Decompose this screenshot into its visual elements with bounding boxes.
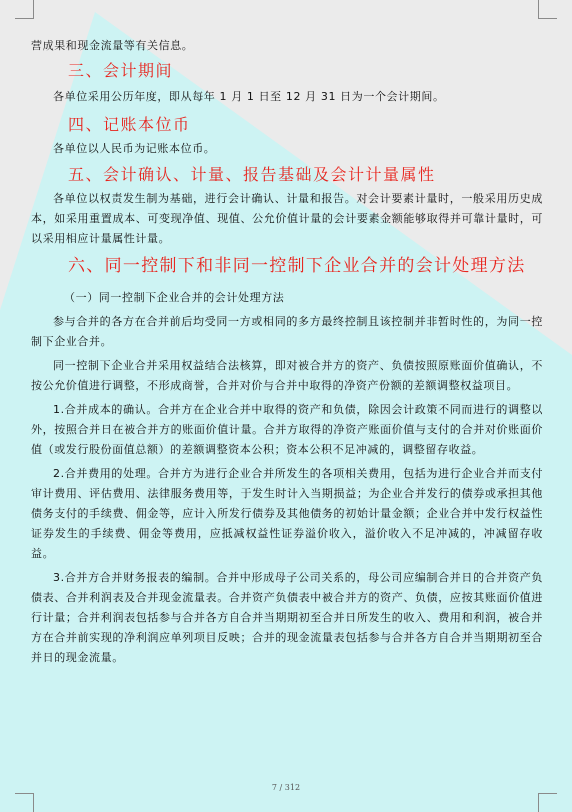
page-number: 7 / 312 xyxy=(271,783,301,792)
heading-accounting-period: 三、会计期间 xyxy=(68,61,174,80)
heading-bookkeeping-currency: 四、记账本位币 xyxy=(68,115,191,134)
heading-business-combination: 六、同一控制下和非同一控制下企业合并的会计处理方法 xyxy=(68,256,526,276)
crop-mark-top-right xyxy=(538,0,557,19)
crop-mark-top-left xyxy=(15,0,34,19)
paragraph-continuation: 营成果和现金流量等有关信息。 xyxy=(31,39,194,52)
crop-mark-bottom-left xyxy=(15,793,34,812)
paragraph-measurement-basis: 各单位以权责发生制为基础，进行会计确认、计量和报告。对会计要素计量时，一般采用历史成本，如采用重置成本、可变现净值、现值、公允价值计量的会计要素金额能够取得并可靠计量时，可以采用相应计量属性计量。 xyxy=(31,192,543,245)
paragraph-merger-cost: 1.合并成本的确认。合并方在企业合并中取得的资产和负债，除因会计政策不同而进行的调整以外，按照合并日在被合并方的账面价值计量。合并方取得的净资产账面价值与支付的合并对价账面价值（或发行股份面值总额）的差额调整资本公积；资本公积不足冲减的，调整留存收益。 xyxy=(31,403,543,456)
crop-mark-bottom-right xyxy=(538,793,557,812)
subheading-common-control: （一）同一控制下企业合并的会计处理方法 xyxy=(64,291,285,304)
paragraph-consolidated-statements: 3.合并方合并财务报表的编制。合并中形成母子公司关系的，母公司应编制合并日的合并资产负债表、合并利润表及合并现金流量表。合并资产负债表中被合并方的资产、负债，应按其账面价值进行计量；合并利润表包括参与合并各方自合并当期期初至合并日所发生的收入、费用和利润，被合并方在合并前实现的净利润应单列项目反映；合并的现金流量表包括参与合并各方自合并当期期初至合并日的现金流量。 xyxy=(31,571,543,664)
paragraph-common-control-definition: 参与合并的各方在合并前后均受同一方或相同的多方最终控制且该控制并非暂时性的，为同一控制下企业合并。 xyxy=(31,315,543,348)
paragraph-merger-expense: 2.合并费用的处理。合并方为进行企业合并所发生的各项相关费用，包括为进行企业合并而支付审计费用、评估费用、法律服务费用等，于发生时计入当期损益；为企业合并发行的债券或承担其他债务支付的手续费、佣金等，应计入所发行债券及其他债务的初始计量金额；企业合并中发行权益性证券发生的手续费、佣金等费用，应抵减权益性证券溢价收入，溢价收入不足冲减的，冲减留存收益。 xyxy=(31,467,543,560)
paragraph-accounting-period: 各单位采用公历年度，即从每年 1 月 1 日至 12 月 31 日为一个会计期间。 xyxy=(53,90,445,103)
paragraph-pooling-method: 同一控制下企业合并采用权益结合法核算，即对被合并方的资产、负债按照原账面价值确认，不按公允价值进行调整，不形成商誉，合并对价与合并中取得的净资产份额的差额调整权益项目。 xyxy=(31,359,543,392)
paragraph-bookkeeping-currency: 各单位以人民币为记账本位币。 xyxy=(53,142,216,155)
heading-measurement-basis: 五、会计确认、计量、报告基础及会计计量属性 xyxy=(68,165,436,184)
document-body xyxy=(31,36,543,668)
